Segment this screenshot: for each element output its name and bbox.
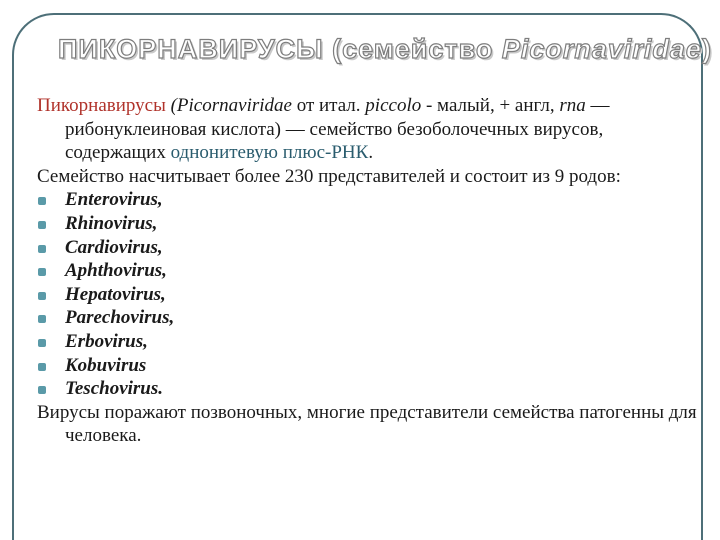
bullet-icon [38,245,46,253]
slide-content [37,94,707,448]
list-item [37,236,707,260]
genus-name: Enterovirus, [65,189,163,211]
genus-name: Rhinovirus, [65,212,158,234]
intro-highlight: однонитевую плюс-РНК [170,142,369,164]
genus-name: Teschovirus. [65,378,164,400]
genus-name: Hepatovirus, [65,283,166,305]
title-latin: Picornaviridae [501,34,702,64]
title-main: ПИКОРНАВИРУСЫ [58,34,324,64]
bullet-icon [38,363,46,371]
family-paragraph: Семейство насчитывает более 230 представителей и состоит из 9 родов: [37,165,621,187]
genus-name: Erbovirus, [65,330,148,352]
list-item [37,212,707,236]
title-paren-close: ) [701,34,712,64]
bullet-icon [38,315,46,323]
closing-paragraph: Вирусы поражают позвоночных, многие представители семейства патогенны для человека. [37,401,697,447]
genus-name: Cardiovirus, [65,236,163,258]
list-item [37,330,707,354]
bullet-icon [38,221,46,229]
intro-latin: (Picornaviridae [165,95,292,116]
genus-name: Parechovirus, [65,307,175,329]
title-paren-open: (семейство [332,34,502,64]
intro-piccolo: piccolo [365,95,422,116]
intro-text-4: . [368,142,374,164]
list-item [37,188,707,212]
intro-text-1: от итал. [291,95,366,116]
intro-text-2: - малый, + англ, [421,95,560,116]
genera-list [37,188,707,400]
bullet-icon [38,386,46,394]
bullet-icon [38,268,46,276]
list-item [37,283,707,307]
bullet-icon [38,292,46,300]
genus-name: Kobuvirus [65,354,147,376]
list-item [37,259,707,283]
list-item [37,306,707,330]
genus-name: Aphthovirus, [65,260,167,282]
slide-title [58,34,712,65]
intro-term: Пикорнавирусы [37,95,166,116]
list-item [37,377,707,401]
intro-rna: rna [559,95,586,116]
list-item [37,354,707,378]
intro-text-3: — рибонуклеиновая кислота) — семейство безоболочечных вирусов, содержащих [65,95,610,164]
intro-paragraph [37,94,707,165]
bullet-icon [38,197,46,205]
bullet-icon [38,339,46,347]
